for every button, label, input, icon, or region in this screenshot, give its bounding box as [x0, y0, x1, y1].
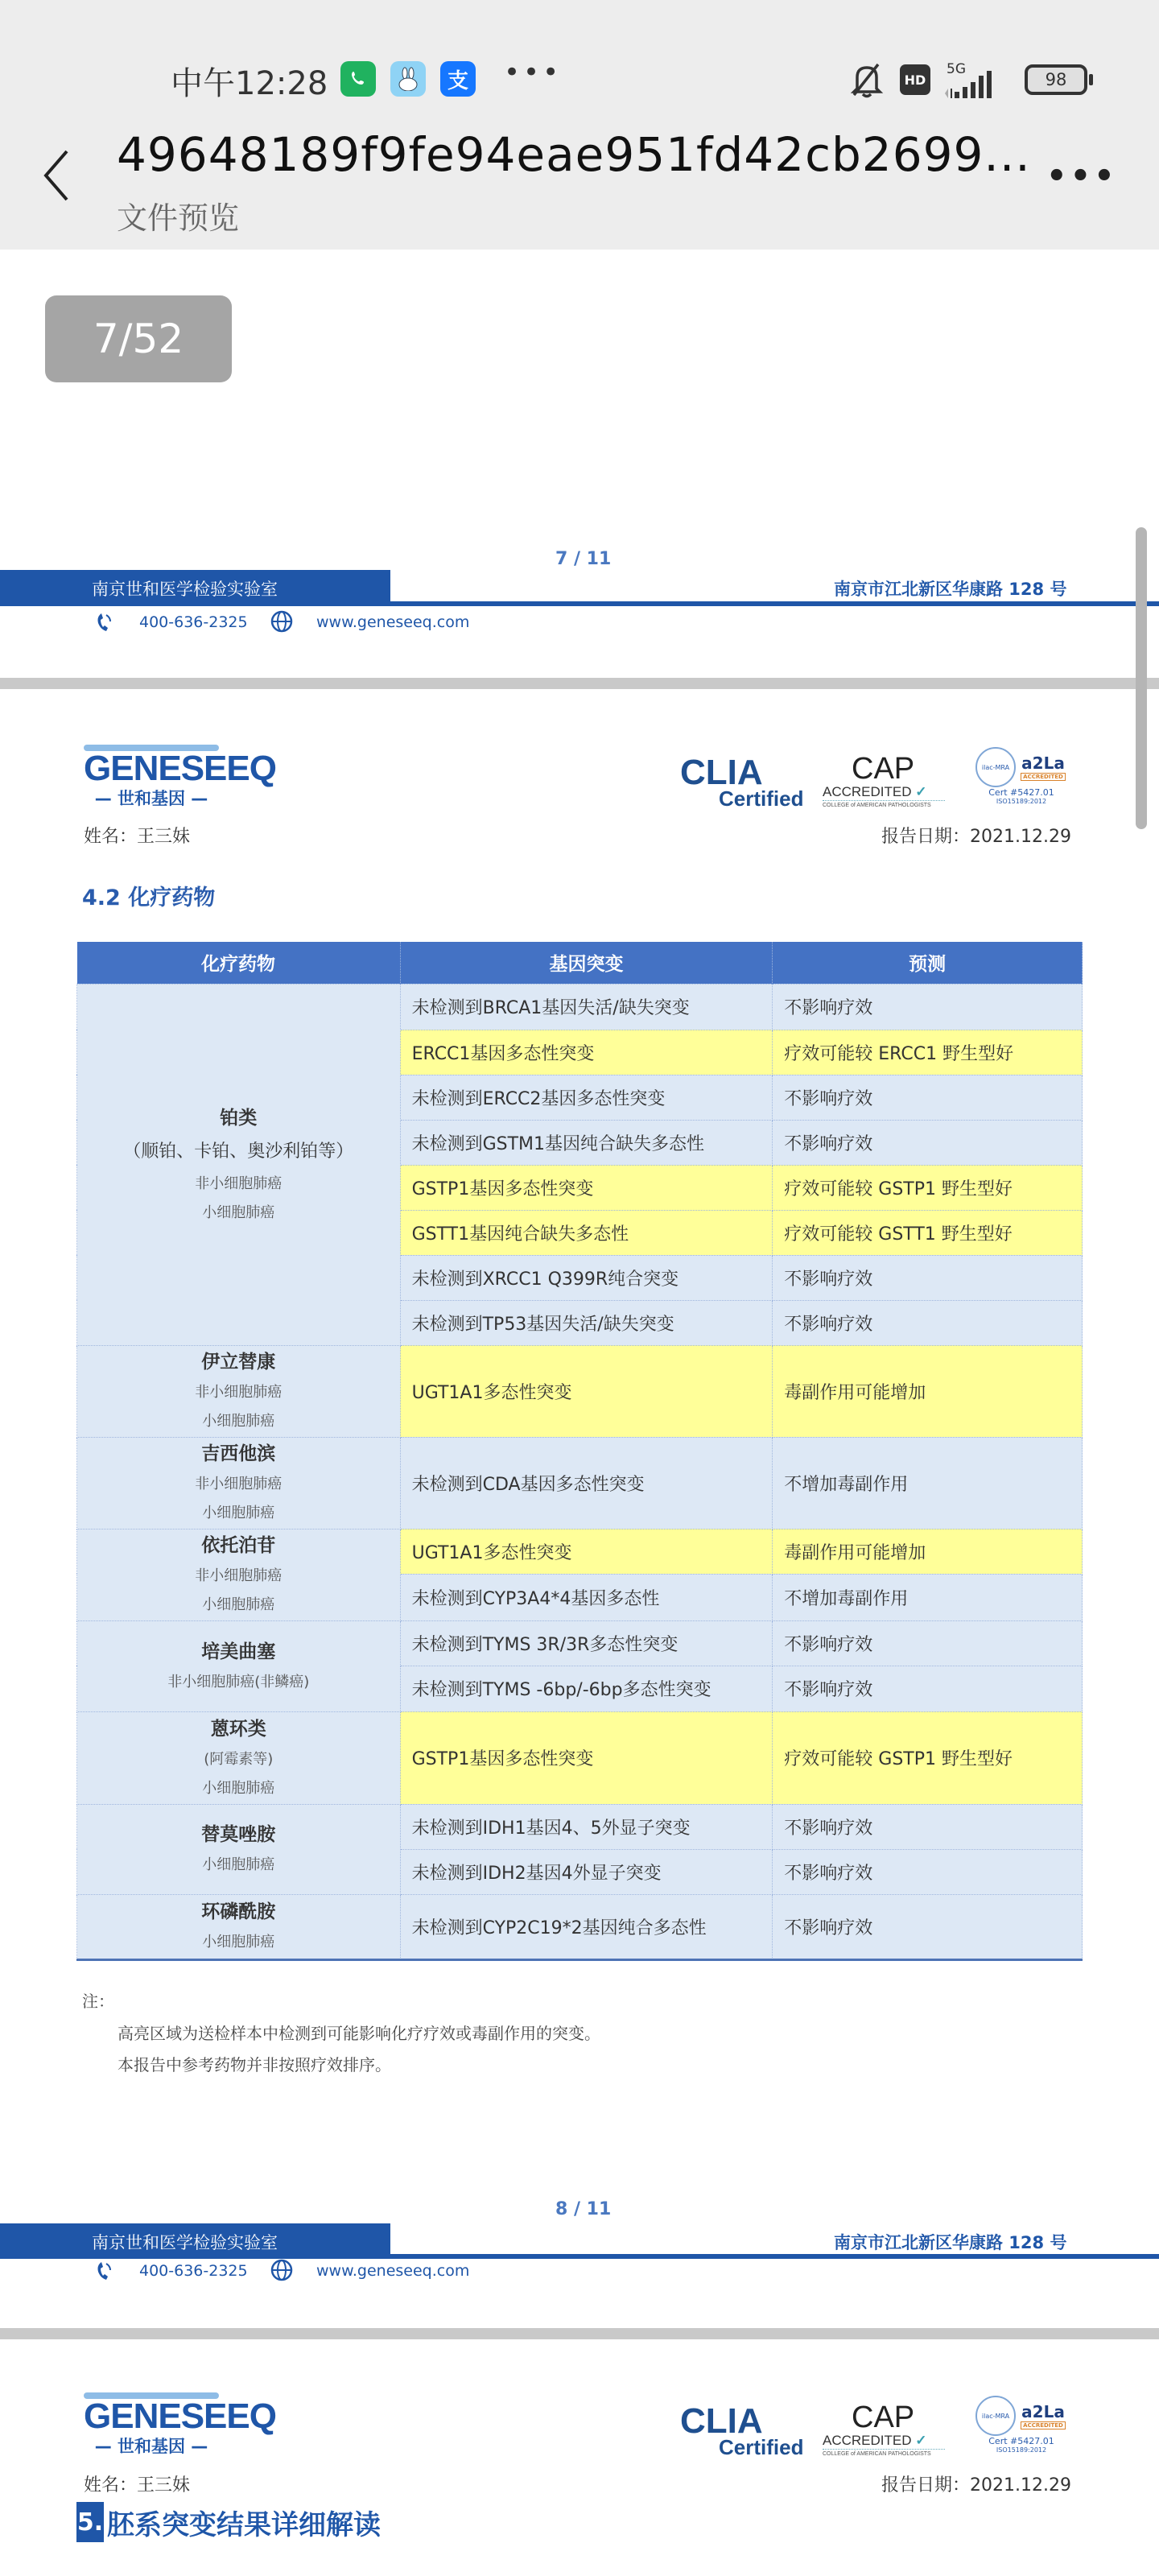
table-bottom-border: [76, 1959, 1083, 1961]
note-line: 高亮区域为送检样本中检测到可能影响化疗疗效或毒副作用的突变。: [118, 2024, 600, 2043]
overflow-notifications-icon: •••: [504, 56, 563, 89]
table-row: [77, 1529, 1083, 1574]
mutation-cell: 未检测到CDA基因多态性突变: [400, 1437, 773, 1529]
drug-cell: 铂类 （顺铂、卡铂、奥沙利铂等） 非小细胞肺癌 小细胞肺癌: [77, 984, 401, 1345]
page-separator: [0, 2328, 1159, 2339]
prediction-cell: 不增加毒副作用: [773, 1437, 1083, 1529]
battery-icon: 98: [1025, 64, 1087, 95]
patient-name: 姓名：王三妹: [84, 827, 191, 847]
footer-phone: 400-636-2325: [139, 613, 248, 631]
clia-logo: CLIA Certified: [680, 2401, 804, 2459]
phone-icon: [95, 612, 113, 636]
table-row: [77, 1894, 1083, 1959]
prediction-cell: 疗效可能较 GSTP1 野生型好: [773, 1711, 1083, 1804]
geneseeq-logo: GENESEEQ: [84, 749, 276, 788]
prediction-cell: 疗效可能较 GSTT1 野生型好: [773, 1210, 1083, 1255]
drug-cell: 蒽环类 (阿霉素等) 小细胞肺癌: [77, 1711, 401, 1804]
page-number: 8 / 11: [555, 2199, 612, 2219]
page-separator: [0, 678, 1159, 689]
prediction-cell: 不影响疗效: [773, 1120, 1083, 1165]
mutation-cell: 未检测到IDH2基因4外显子突变: [400, 1849, 773, 1894]
mutation-cell: 未检测到GSTM1基因纯合缺失多态性: [400, 1120, 773, 1165]
footer-line: [0, 601, 1159, 606]
rabbit-app-icon: [390, 61, 426, 97]
prediction-cell: 疗效可能较 GSTP1 野生型好: [773, 1165, 1083, 1210]
section-number: 5.: [76, 2502, 104, 2542]
mutation-cell: 未检测到TYMS 3R/3R多态性突变: [400, 1620, 773, 1666]
patient-name: 姓名：王三妹: [84, 2475, 191, 2496]
back-button[interactable]: [36, 143, 76, 208]
drug-cell: 伊立替康 非小细胞肺癌 小细胞肺癌: [77, 1345, 401, 1437]
mutation-cell: UGT1A1多态性突变: [400, 1345, 773, 1437]
col-prediction: 预测: [773, 942, 1083, 984]
drug-cell: 吉西他滨 非小细胞肺癌 小细胞肺癌: [77, 1437, 401, 1529]
note-line: 本报告中参考药物并非按照疗效排序。: [118, 2055, 391, 2074]
mutation-cell: ERCC1基因多态性突变: [400, 1030, 773, 1075]
scrollbar[interactable]: [1136, 527, 1147, 829]
prediction-cell: 不影响疗效: [773, 1894, 1083, 1959]
drug-cell: 依托泊苷 非小细胞肺癌 小细胞肺癌: [77, 1529, 401, 1620]
prediction-cell: 不影响疗效: [773, 1300, 1083, 1345]
a2la-logo: ilac-MRA a2La ACCREDITED Cert #5427.01 ISO15189:2012: [970, 2396, 1073, 2454]
app-header: [0, 0, 1159, 250]
alipay-icon: 支: [440, 61, 476, 97]
prediction-cell: 毒副作用可能增加: [773, 1345, 1083, 1437]
mutation-cell: 未检测到XRCC1 Q399R纯合突变: [400, 1255, 773, 1300]
clia-logo: CLIA Certified: [680, 753, 804, 811]
geneseeq-logo: GENESEEQ: [84, 2396, 276, 2436]
status-time: 中午12:28: [171, 65, 328, 102]
table-row: [77, 984, 1083, 1030]
footer-lab-name: 南京世和医学检验实验室: [92, 2233, 278, 2252]
cap-logo: CAP ACCREDITED ✓ COLLEGE of AMERICAN PATHOLOGISTS: [823, 2402, 945, 2459]
file-title: 49648189f9fe94eae951fd42cb2699...: [117, 127, 1031, 182]
mutation-cell: GSTP1基因多态性突变: [400, 1711, 773, 1804]
prediction-cell: 不增加毒副作用: [773, 1574, 1083, 1620]
prediction-cell: 不影响疗效: [773, 1255, 1083, 1300]
drug-cell: 环磷酰胺 小细胞肺癌: [77, 1894, 401, 1959]
network-type: 5G: [947, 61, 966, 77]
phone-icon: [340, 61, 376, 97]
table-row: [77, 1804, 1083, 1849]
page-indicator: 7/52: [45, 295, 232, 382]
phone-icon: [95, 2260, 113, 2285]
section-5-heading: [76, 2502, 381, 2542]
table-row: [77, 1345, 1083, 1437]
drug-cell: 替莫唑胺 小细胞肺癌: [77, 1804, 401, 1894]
drug-cell: 培美曲塞 非小细胞肺癌(非鳞癌): [77, 1620, 401, 1711]
prediction-cell: 不影响疗效: [773, 984, 1083, 1030]
globe-icon: [270, 610, 293, 636]
table-row: [77, 1620, 1083, 1666]
prediction-cell: 毒副作用可能增加: [773, 1529, 1083, 1574]
prediction-cell: 不影响疗效: [773, 1849, 1083, 1894]
table-header-row: [77, 942, 1083, 984]
section-title: 胚系突变结果详细解读: [107, 2508, 381, 2541]
mutation-cell: 未检测到IDH1基因4、5外显子突变: [400, 1804, 773, 1849]
report-date: 报告日期：2021.12.29: [881, 827, 1071, 847]
footer-website[interactable]: www.geneseeq.com: [316, 613, 470, 631]
mutation-cell: 未检测到CYP2C19*2基因纯合多态性: [400, 1894, 773, 1959]
signal-icon: [943, 69, 993, 103]
battery-tip: [1089, 74, 1093, 85]
bell-muted-icon: [849, 61, 885, 101]
prediction-cell: 不影响疗效: [773, 1075, 1083, 1120]
section-title: 4.2 化疗药物: [82, 886, 216, 910]
col-drug: 化疗药物: [77, 942, 401, 984]
hd-icon: HD: [900, 64, 930, 95]
col-mutation: 基因突变: [400, 942, 773, 984]
mutation-cell: 未检测到TYMS -6bp/-6bp多态性突变: [400, 1666, 773, 1711]
mutation-cell: 未检测到BRCA1基因失活/缺失突变: [400, 984, 773, 1030]
mutation-cell: 未检测到ERCC2基因多态性突变: [400, 1075, 773, 1120]
footer-phone: 400-636-2325: [139, 2262, 248, 2280]
footer-address: 南京市江北新区华康路 128 号: [834, 2233, 1067, 2252]
mutation-cell: GSTP1基因多态性突变: [400, 1165, 773, 1210]
footer-website[interactable]: www.geneseeq.com: [316, 2262, 470, 2280]
file-subtitle: 文件预览: [117, 200, 240, 236]
prediction-cell: 不影响疗效: [773, 1620, 1083, 1666]
a2la-logo: ilac-MRA a2La ACCREDITED Cert #5427.01 ISO15189:2012: [970, 747, 1073, 805]
more-options-button[interactable]: •••: [1046, 158, 1118, 195]
footer-lab-name: 南京世和医学检验实验室: [92, 580, 278, 599]
mutation-cell: 未检测到CYP3A4*4基因多态性: [400, 1574, 773, 1620]
notes-label: 注：: [82, 1992, 114, 2011]
table-row: [77, 1437, 1083, 1529]
table-row: [77, 1711, 1083, 1804]
mutation-cell: GSTT1基因纯合缺失多态性: [400, 1210, 773, 1255]
logo-chinese: — 世和基因 —: [94, 2437, 208, 2456]
prediction-cell: 不影响疗效: [773, 1804, 1083, 1849]
chemo-table: [76, 942, 1083, 1959]
footer-address: 南京市江北新区华康路 128 号: [834, 580, 1067, 599]
cap-logo: CAP ACCREDITED ✓ COLLEGE of AMERICAN PATHOLOGISTS: [823, 753, 945, 811]
prediction-cell: 不影响疗效: [773, 1666, 1083, 1711]
report-date: 报告日期：2021.12.29: [881, 2475, 1071, 2496]
footer-line: [0, 2254, 1159, 2259]
logo-chinese: — 世和基因 —: [94, 789, 208, 808]
mutation-cell: 未检测到TP53基因失活/缺失突变: [400, 1300, 773, 1345]
page-number: 7 / 11: [555, 549, 612, 569]
globe-icon: [270, 2259, 293, 2285]
prediction-cell: 疗效可能较 ERCC1 野生型好: [773, 1030, 1083, 1075]
mutation-cell: UGT1A1多态性突变: [400, 1529, 773, 1574]
